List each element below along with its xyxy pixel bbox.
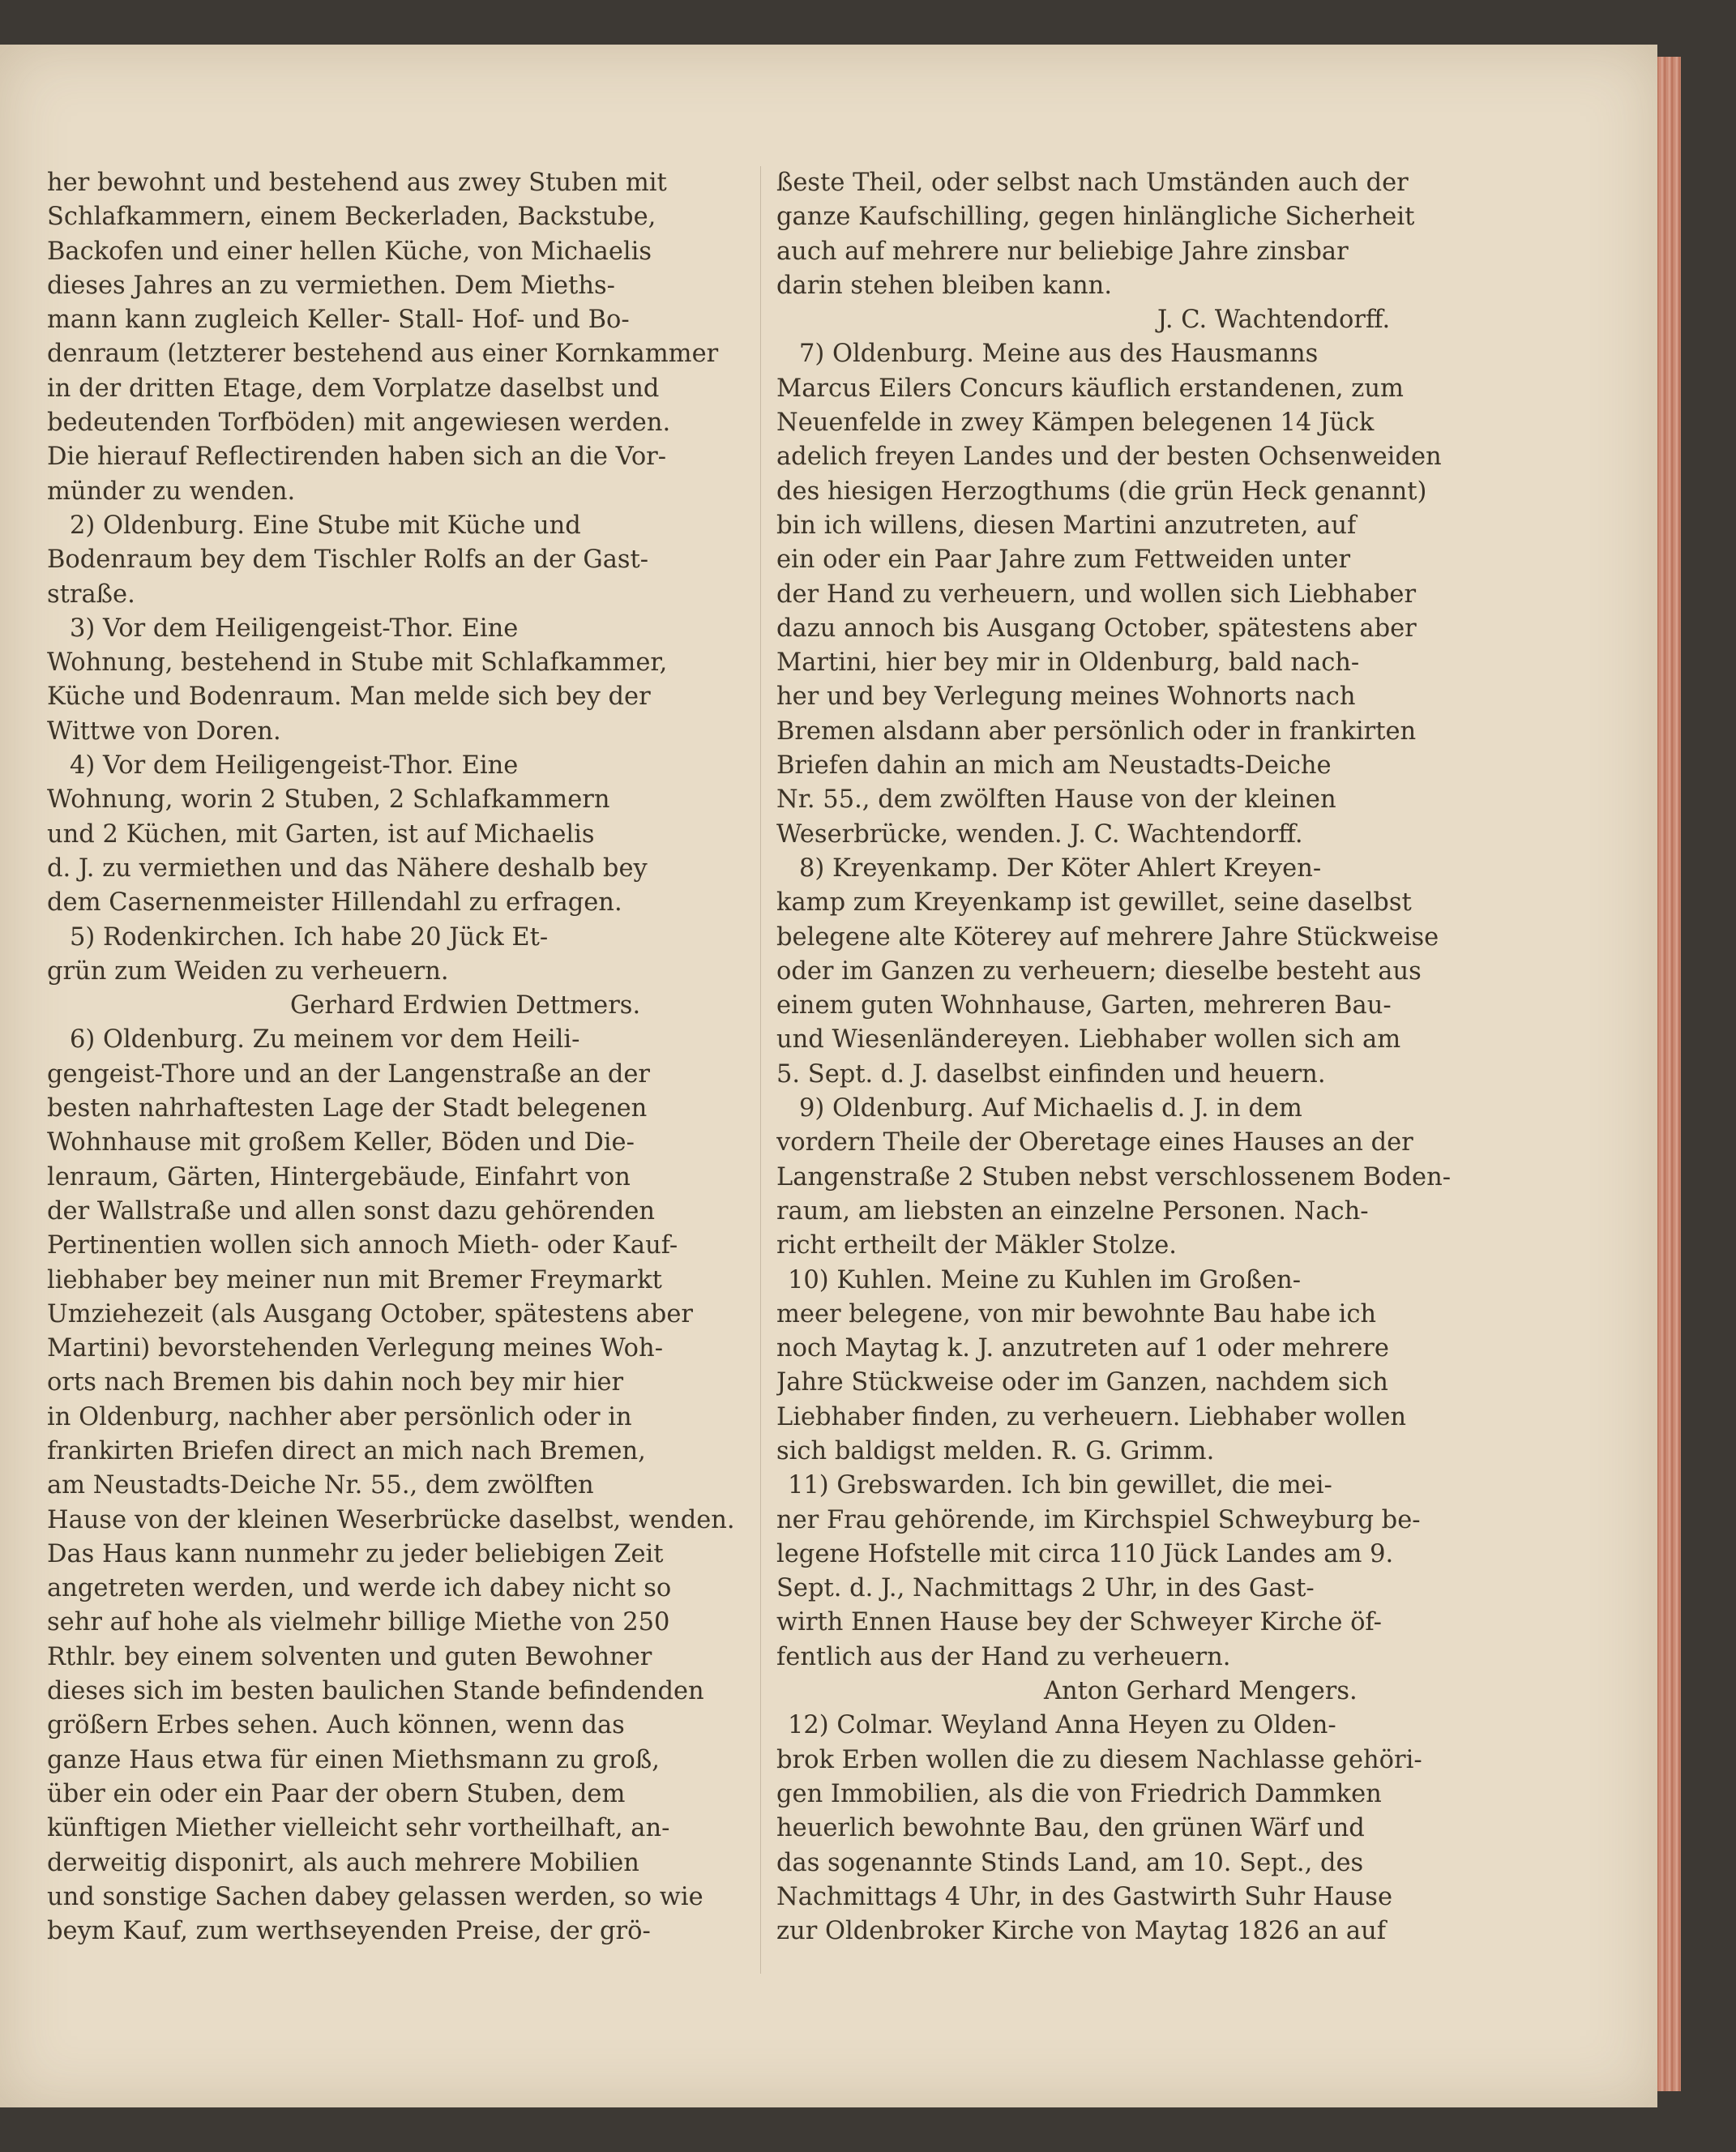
text-line: der Hand zu verheuern, und wollen sich Liebhaber <box>776 580 1417 609</box>
text-line: gengeist-Thore und an der Langenstraße an der <box>47 1059 650 1089</box>
text-line: wirth Ennen Hause bey der Schweyer Kirche öf- <box>776 1608 1382 1637</box>
text-line: Bodenraum bey dem Tischler Rolfs an der Gast- <box>47 545 649 575</box>
text-line: das sogenannte Stinds Land, am 10. Sept., des <box>776 1848 1364 1877</box>
text-line: her bewohnt und bestehend aus zwey Stuben mit <box>47 169 667 197</box>
text-line: liebhaber bey meiner nun mit Bremer Freymarkt <box>47 1265 662 1294</box>
text-line: beym Kauf, zum werthseyenden Preise, der grö- <box>47 1917 651 1946</box>
text-line: ganze Haus etwa für einen Miethsmann zu groß, <box>47 1745 660 1774</box>
text-line: und sonstige Sachen dabey gelassen werden, so wie <box>47 1882 703 1911</box>
text-line: Sept. d. J., Nachmittags 2 Uhr, in des Gast- <box>776 1574 1315 1603</box>
text-line: größern Erbes sehen. Auch können, wenn das <box>47 1711 625 1740</box>
text-line: Briefen dahin an mich am Neustadts-Deiche <box>776 751 1332 781</box>
text-line: grün zum Weiden zu verheuern. <box>47 956 449 986</box>
text-line: Wohnung, bestehend in Stube mit Schlafkammer, <box>47 648 668 678</box>
text-line: Schlafkammern, einem Beckerladen, Backstube, <box>47 203 656 232</box>
text-line: 4) Vor dem Heiligengeist-Thor. Eine <box>70 751 519 781</box>
text-line: 5) Rodenkirchen. Ich habe 20 Jück Et- <box>70 922 549 952</box>
text-line: bin ich willens, diesen Martini anzutreten, auf <box>776 511 1357 540</box>
signature-line: Anton Gerhard Mengers. <box>1044 1677 1358 1706</box>
text-line: meer belegene, von mir bewohnte Bau habe ich <box>776 1299 1377 1328</box>
text-line: in der dritten Etage, dem Vorplatze daselbst und <box>47 374 660 403</box>
text-line: belegene alte Köterey auf mehrere Jahre Stückweise <box>776 922 1439 952</box>
text-line: fentlich aus der Hand zu verheuern. <box>776 1642 1231 1671</box>
text-line: münder zu wenden. <box>47 477 296 506</box>
text-line: der Wallstraße und allen sonst dazu gehörenden <box>47 1196 656 1226</box>
text-line: straße. <box>47 580 135 609</box>
text-line: dieses Jahres an zu vermiethen. Dem Mieths- <box>47 271 615 300</box>
text-line: 5. Sept. d. J. daselbst einfinden und heuern. <box>776 1059 1326 1089</box>
text-line: kamp zum Kreyenkamp ist gewillet, seine daselbst <box>776 888 1412 918</box>
text-line: Das Haus kann nunmehr zu jeder beliebigen Zeit <box>47 1539 664 1568</box>
text-line: 6) Oldenburg. Zu meinem vor dem Heili- <box>70 1025 580 1055</box>
text-line: noch Maytag k. J. anzutreten auf 1 oder mehrere <box>776 1334 1389 1363</box>
text-line: denraum (letzterer bestehend aus einer Kornkammer <box>47 340 719 369</box>
text-line: bedeutenden Torfböden) mit angewiesen werden. <box>47 409 671 438</box>
text-line: über ein oder ein Paar der obern Stuben, dem <box>47 1779 626 1808</box>
text-line: und 2 Küchen, mit Garten, ist auf Michaelis <box>47 819 595 849</box>
text-line: Nachmittags 4 Uhr, in des Gastwirth Suhr Hause <box>776 1882 1392 1911</box>
text-line: Neuenfelde in zwey Kämpen belegenen 14 Jück <box>776 409 1375 438</box>
text-line: 2) Oldenburg. Eine Stube mit Küche und <box>70 511 581 540</box>
text-line: Küche und Bodenraum. Man melde sich bey der <box>47 682 651 712</box>
text-line: ein oder ein Paar Jahre zum Fettweiden unter <box>776 545 1351 575</box>
left-column <box>47 166 746 1974</box>
text-line: oder im Ganzen zu verheuern; dieselbe besteht aus <box>776 956 1422 986</box>
text-line: 7) Oldenburg. Meine aus des Hausmanns <box>799 340 1319 369</box>
text-line: 8) Kreyenkamp. Der Köter Ahlert Kreyen- <box>799 854 1322 883</box>
text-line: ganze Kaufschilling, gegen hinlängliche Sicherheit <box>776 203 1415 232</box>
text-line: mann kann zugleich Keller- Stall- Hof- und Bo- <box>47 306 630 335</box>
text-line: 12) Colmar. Weyland Anna Heyen zu Olden- <box>788 1711 1336 1740</box>
text-line: lenraum, Gärten, Hintergebäude, Einfahrt von <box>47 1162 631 1192</box>
text-line: Jahre Stückweise oder im Ganzen, nachdem sich <box>776 1368 1388 1397</box>
text-line: auch auf mehrere nur beliebige Jahre zinsbar <box>776 237 1349 266</box>
column-divider <box>760 166 761 1974</box>
right-column <box>776 166 1473 1974</box>
text-line: und Wiesenländereyen. Liebhaber wollen sich am <box>776 1025 1401 1055</box>
text-line: her und bey Verlegung meines Wohnorts nach <box>776 682 1356 712</box>
text-line: 11) Grebswarden. Ich bin gewillet, die mei- <box>788 1471 1332 1500</box>
text-line: Pertinentien wollen sich annoch Mieth- oder Kauf- <box>47 1231 678 1260</box>
text-line: derweitig disponirt, als auch mehrere Mobilien <box>47 1848 639 1877</box>
text-line: darin stehen bleiben kann. <box>776 271 1113 300</box>
text-line: dieses sich im besten baulichen Stande befindenden <box>47 1677 704 1706</box>
text-line: des hiesigen Herzogthums (die grün Heck genannt) <box>776 477 1427 506</box>
text-line: einem guten Wohnhause, Garten, mehreren Bau- <box>776 991 1392 1020</box>
text-line: dem Casernenmeister Hillendahl zu erfragen. <box>47 888 622 918</box>
text-line: Backofen und einer hellen Küche, von Michaelis <box>47 237 652 266</box>
text-line: Hause von der kleinen Weserbrücke daselbst, wenden. <box>47 1505 735 1534</box>
text-line: Die hierauf Reflectirenden haben sich an die Vor- <box>47 443 667 472</box>
text-line: 3) Vor dem Heiligengeist-Thor. Eine <box>70 614 519 643</box>
text-line: 10) Kuhlen. Meine zu Kuhlen im Großen- <box>788 1265 1302 1294</box>
text-line: künftigen Miether vielleicht sehr vortheilhaft, an- <box>47 1814 670 1843</box>
signature-line: Gerhard Erdwien Dettmers. <box>290 991 641 1020</box>
text-line: Martini) bevorstehenden Verlegung meines Woh- <box>47 1334 663 1363</box>
text-line: am Neustadts-Deiche Nr. 55., dem zwölften <box>47 1471 594 1500</box>
text-line: Rthlr. bey einem solventen und guten Bewohner <box>47 1642 652 1671</box>
text-line: Langenstraße 2 Stuben nebst verschlossenem Boden- <box>776 1162 1452 1192</box>
text-line: angetreten werden, und werde ich dabey nicht so <box>47 1574 672 1603</box>
text-line: orts nach Bremen bis dahin noch bey mir hier <box>47 1368 624 1397</box>
text-line: brok Erben wollen die zu diesem Nachlasse gehöri- <box>776 1745 1422 1774</box>
text-line: ßeste Theil, oder selbst nach Umständen auch der <box>776 169 1409 197</box>
text-line: 9) Oldenburg. Auf Michaelis d. J. in dem <box>799 1094 1302 1123</box>
text-line: dazu annoch bis Ausgang October, spätestens aber <box>776 614 1417 643</box>
signature-line: J. C. Wachtendorff. <box>1157 306 1391 335</box>
text-line: d. J. zu vermiethen und das Nähere deshalb bey <box>47 854 648 883</box>
text-line: raum, am liebsten an einzelne Personen. Nach- <box>776 1196 1369 1226</box>
text-line: in Oldenburg, nachher aber persönlich oder in <box>47 1402 632 1431</box>
text-line: adelich freyen Landes und der besten Ochsenweiden <box>776 443 1442 472</box>
text-line: Wohnung, worin 2 Stuben, 2 Schlafkammern <box>47 785 610 815</box>
text-line: Wittwe von Doren. <box>47 717 281 746</box>
text-line: vordern Theile der Oberetage eines Hauses an der <box>776 1128 1413 1157</box>
text-line: Bremen alsdann aber persönlich oder in frankirten <box>776 717 1417 746</box>
text-line: gen Immobilien, als die von Friedrich Dammken <box>776 1779 1382 1808</box>
text-line: legene Hofstelle mit circa 110 Jück Landes am 9. <box>776 1539 1394 1568</box>
text-line: Weserbrücke, wenden. J. C. Wachtendorff. <box>776 819 1303 849</box>
text-line: Marcus Eilers Concurs käuflich erstandenen, zum <box>776 374 1404 403</box>
text-line: Umziehezeit (als Ausgang October, spätestens aber <box>47 1299 693 1328</box>
text-line: richt ertheilt der Mäkler Stolze. <box>776 1231 1177 1260</box>
text-line: sehr auf hohe als vielmehr billige Miethe von 250 <box>47 1608 670 1637</box>
text-line: ner Frau gehörende, im Kirchspiel Schweyburg be- <box>776 1505 1421 1534</box>
text-line: Martini, hier bey mir in Oldenburg, bald nach- <box>776 648 1360 678</box>
text-line: sich baldigst melden. R. G. Grimm. <box>776 1436 1215 1465</box>
text-line: zur Oldenbroker Kirche von Maytag 1826 an auf <box>776 1917 1387 1946</box>
text-line: Liebhaber finden, zu verheuern. Liebhaber wollen <box>776 1402 1407 1431</box>
text-line: Nr. 55., dem zwölften Hause von der kleinen <box>776 785 1336 815</box>
text-line: besten nahrhaftesten Lage der Stadt belegenen <box>47 1094 648 1123</box>
text-line: frankirten Briefen direct an mich nach Bremen, <box>47 1436 646 1465</box>
text-line: Wohnhause mit großem Keller, Böden und Die- <box>47 1128 635 1157</box>
text-line: heuerlich bewohnte Bau, den grünen Wärf und <box>776 1814 1365 1843</box>
